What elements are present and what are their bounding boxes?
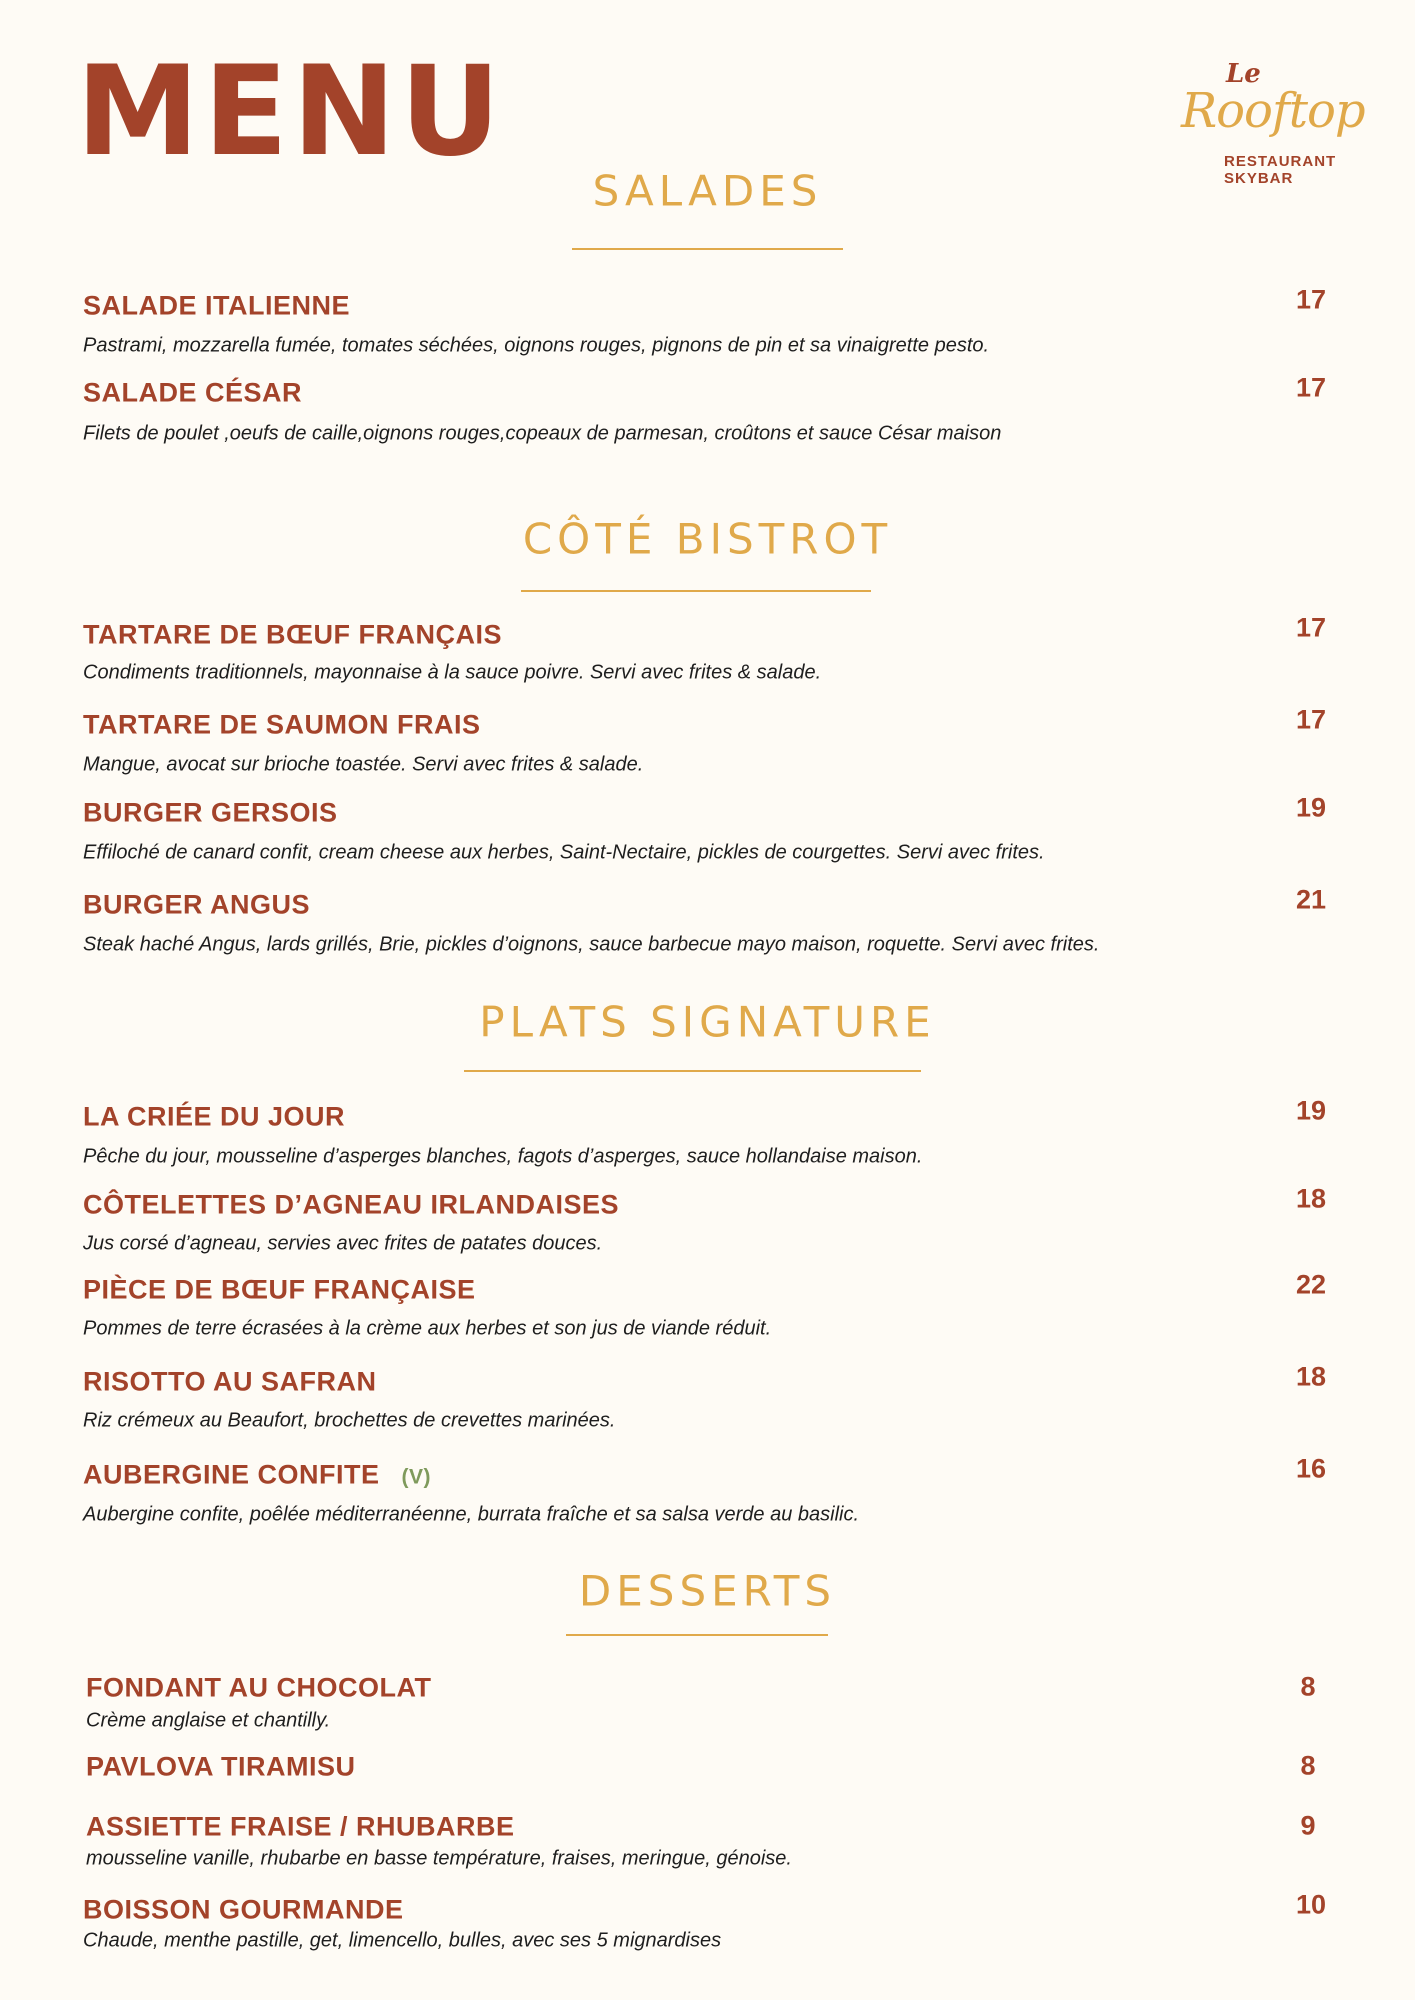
item-name: FONDANT AU CHOCOLAT: [86, 1672, 432, 1703]
item-name: CÔTELETTES D’AGNEAU IRLANDAISES: [83, 1189, 620, 1220]
logo-script-main: Rooftop: [1181, 83, 1365, 139]
section-title-salades: SALADES: [592, 166, 823, 216]
item-description: Jus corsé d’agneau, servies avec frites de patates douces.: [83, 1232, 603, 1255]
item-description: mousseline vanille, rhubarbe en basse température, fraises, meringue, génoise.: [86, 1847, 792, 1870]
item-name: ASSIETTE FRAISE / RHUBARBE: [86, 1811, 515, 1842]
section-title-desserts: DESSERTS: [578, 1566, 837, 1616]
item-name: TARTARE DE SAUMON FRAIS: [83, 709, 481, 740]
item-description: Pêche du jour, mousseline d’asperges blanches, fagots d’asperges, sauce hollandaise maison.: [83, 1145, 923, 1168]
logo-line-2: SKYBAR: [1224, 170, 1294, 187]
section-title-plats-signature: PLATS SIGNATURE: [479, 997, 936, 1047]
item-description: Mangue, avocat sur brioche toastée. Servi avec frites & salade.: [83, 753, 644, 776]
item-name: PAVLOVA TIRAMISU: [86, 1751, 356, 1782]
item-name: RISOTTO AU SAFRAN: [83, 1366, 377, 1397]
item-name: BURGER GERSOIS: [83, 797, 338, 828]
item-description: Aubergine confite, poêlée méditerranéenne, burrata fraîche et sa salsa verde au basilic.: [83, 1503, 860, 1526]
item-price: 16: [1295, 1453, 1327, 1484]
item-price: 19: [1295, 792, 1327, 823]
item-name: SALADE CÉSAR: [83, 377, 303, 408]
item-name: AUBERGINE CONFITE: [83, 1459, 380, 1490]
item-price: 21: [1295, 884, 1327, 915]
logo-script-top: Le: [1226, 59, 1261, 89]
item-price: 17: [1295, 612, 1327, 643]
item-name: BOISSON GOURMANDE: [83, 1894, 404, 1925]
item-name: BURGER ANGUS: [83, 889, 311, 920]
item-description: Chaude, menthe pastille, get, limencello, bulles, avec ses 5 mignardises: [83, 1929, 722, 1952]
item-description: Pastrami, mozzarella fumée, tomates séchées, oignons rouges, pignons de pin et sa vinaigrette pesto.: [83, 334, 990, 357]
item-price: 17: [1295, 704, 1327, 735]
section-divider: [464, 1070, 921, 1072]
item-name: SALADE ITALIENNE: [83, 290, 351, 321]
item-price: 9: [1300, 1810, 1316, 1841]
section-divider: [572, 248, 843, 250]
item-name: LA CRIÉE DU JOUR: [83, 1101, 346, 1132]
item-description: Crème anglaise et chantilly.: [86, 1709, 331, 1732]
item-price: 8: [1300, 1750, 1316, 1781]
item-name: PIÈCE DE BŒUF FRANÇAISE: [83, 1274, 476, 1305]
item-price: 8: [1300, 1671, 1316, 1702]
section-title-cote-bistrot: CÔTÉ BISTROT: [522, 514, 893, 564]
logo-line-1: RESTAURANT: [1224, 153, 1337, 170]
item-price: 18: [1295, 1361, 1327, 1392]
section-divider: [521, 590, 871, 592]
item-price: 10: [1295, 1889, 1327, 1920]
item-price: 18: [1295, 1183, 1327, 1214]
item-description: Filets de poulet ,oeufs de caille,oignons rouges,copeaux de parmesan, croûtons et sauce César maison: [83, 422, 1002, 445]
item-description: Riz crémeux au Beaufort, brochettes de crevettes marinées.: [83, 1409, 616, 1432]
vegetarian-badge: (V): [401, 1465, 432, 1489]
item-name-row: [83, 1460, 431, 1491]
item-price: 17: [1295, 372, 1327, 403]
item-description: Steak haché Angus, lards grillés, Brie, pickles d’oignons, sauce barbecue mayo maison, roquette. Servi avec frites.: [83, 933, 1100, 956]
section-divider: [566, 1634, 828, 1636]
item-description: Condiments traditionnels, mayonnaise à la sauce poivre. Servi avec frites & salade.: [83, 661, 822, 684]
item-price: 22: [1295, 1269, 1327, 1300]
item-price: 19: [1295, 1095, 1327, 1126]
item-price: 17: [1295, 284, 1327, 315]
item-name: TARTARE DE BŒUF FRANÇAIS: [83, 619, 502, 650]
page-title: MENU: [76, 40, 505, 184]
item-description: Pommes de terre écrasées à la crème aux herbes et son jus de viande réduit.: [83, 1317, 772, 1340]
item-description: Effiloché de canard confit, cream cheese aux herbes, Saint-Nectaire, pickles de courgettes. Servi avec frites.: [83, 841, 1045, 864]
